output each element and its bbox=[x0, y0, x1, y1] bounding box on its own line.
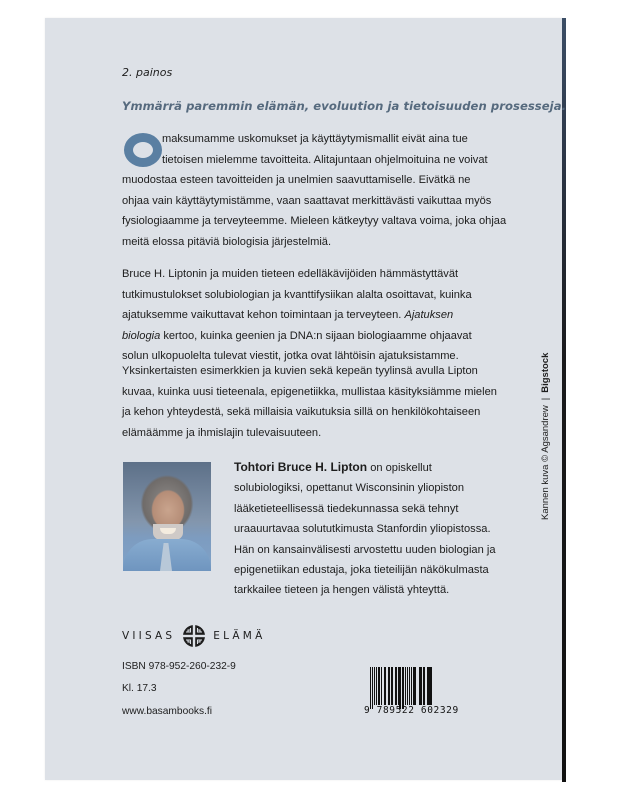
bio-line: uraauurtavaa solututkimusta Stanfordin yliopistossa. bbox=[234, 523, 491, 536]
book-title-italic: Ajatuksen bbox=[404, 309, 454, 321]
body-paragraph bbox=[122, 264, 522, 367]
intro-line: ohjaa vain käyttäytymistämme, vaan saattavat merkittävästi vaikuttaa myös bbox=[122, 194, 492, 207]
cover-image-credit: Kannen kuva © Agsandrew|Bigstock bbox=[540, 352, 551, 520]
edition-label: 2. painos bbox=[122, 66, 173, 79]
tagline: Ymmärrä paremmin elämän, evoluution ja tietoisuuden prosesseja. bbox=[122, 99, 567, 113]
publisher-name-left: VIISAS bbox=[122, 630, 176, 642]
body-line: elämäämme ja ihmislajin tulevaisuuteen. bbox=[122, 426, 322, 439]
book-title-italic: biologia bbox=[122, 329, 161, 342]
author-photo bbox=[123, 462, 211, 571]
publisher-logo bbox=[122, 624, 265, 648]
publisher-name-right: ELÄMÄ bbox=[213, 630, 266, 642]
body-line: solun ulkopuolelta tulevat viestit, jotka ovat lähtöisin ajatuksistamme. bbox=[122, 350, 459, 362]
body-paragraph-2 bbox=[122, 361, 522, 443]
publisher-website: www.basambooks.fi bbox=[122, 706, 213, 717]
body-line: Yksinkertaisten esimerkkien ja kuvien sekä kepeän tyylinsä avulla Lipton bbox=[122, 365, 478, 377]
library-classification: Kl. 17.3 bbox=[122, 683, 157, 694]
body-line: kuvaa, kuinka uusi tieteenala, epigenetiikka, mullistaa käsityksiämme mielen bbox=[122, 385, 497, 398]
body-line: ajatuksemme vaikuttavat kehon toimintaan ja terveyteen. Ajatuksen bbox=[122, 309, 454, 321]
bio-line: epigenetiikan edustaja, joka tieteilijän näkökulmasta bbox=[234, 564, 489, 577]
body-line: Bruce H. Liptonin ja muiden tieteen edelläkävijöiden hämmästyttävät bbox=[122, 268, 459, 280]
isbn: ISBN 978-952-260-232-9 bbox=[122, 661, 236, 672]
barcode-bar bbox=[432, 667, 433, 709]
intro-line: fysiologiaamme ja terveyteemme. Mieleen kätkeytyy valtava voima, joka ohjaa bbox=[122, 215, 507, 227]
intro-line: muodostaa esteen tavoitteiden ja unelmien saavuttamiselle. Eivätkä ne bbox=[122, 174, 471, 186]
body-line: biologia kertoo, kuinka geenien ja DNA:n sijaan biologiaamme ohjaavat bbox=[122, 329, 472, 342]
bio-line: tarkkailee tieteen ja hengen välistä yhteyttä. bbox=[234, 584, 450, 597]
book-spine-edge bbox=[562, 18, 566, 782]
barcode-bars bbox=[370, 667, 462, 707]
intro-line: meitä elossa pitäviä biologisia järjestelmiä. bbox=[122, 235, 332, 248]
bio-line: solubiologiksi, opettanut Wisconsinin yliopiston bbox=[234, 482, 465, 495]
intro-line: tietoisen mielemme tavoitteita. Alitajuntaan ohjelmoituina ne voivat bbox=[162, 153, 488, 166]
body-line: ja kehon yhteydestä, sekä millaisia vaikutuksia sillä on henkilökohtaiseen bbox=[122, 406, 481, 418]
author-name: Tohtori Bruce H. Lipton bbox=[234, 460, 368, 474]
bio-line: Hän on kansainvälisesti arvostettu uuden biologian ja bbox=[234, 543, 496, 556]
body-line: tutkimustulokset solubiologian ja kvanttifysiikan alalta osoittavat, kuinka bbox=[122, 288, 472, 301]
bio-line: Tohtori Bruce H. Lipton on opiskellut bbox=[234, 460, 432, 474]
intro-paragraph bbox=[122, 129, 522, 252]
isbn-barcode bbox=[364, 667, 466, 717]
barcode-digits: 9 789522 602329 bbox=[364, 705, 459, 716]
intro-line: maksumamme uskomukset ja käyttäytymismallit eivät aina tue bbox=[162, 133, 468, 145]
celtic-cross-logo-icon bbox=[182, 624, 206, 648]
author-bio bbox=[234, 457, 534, 601]
bio-line: lääketieteellisessä tiedekunnassa sekä tehnyt bbox=[234, 502, 459, 515]
